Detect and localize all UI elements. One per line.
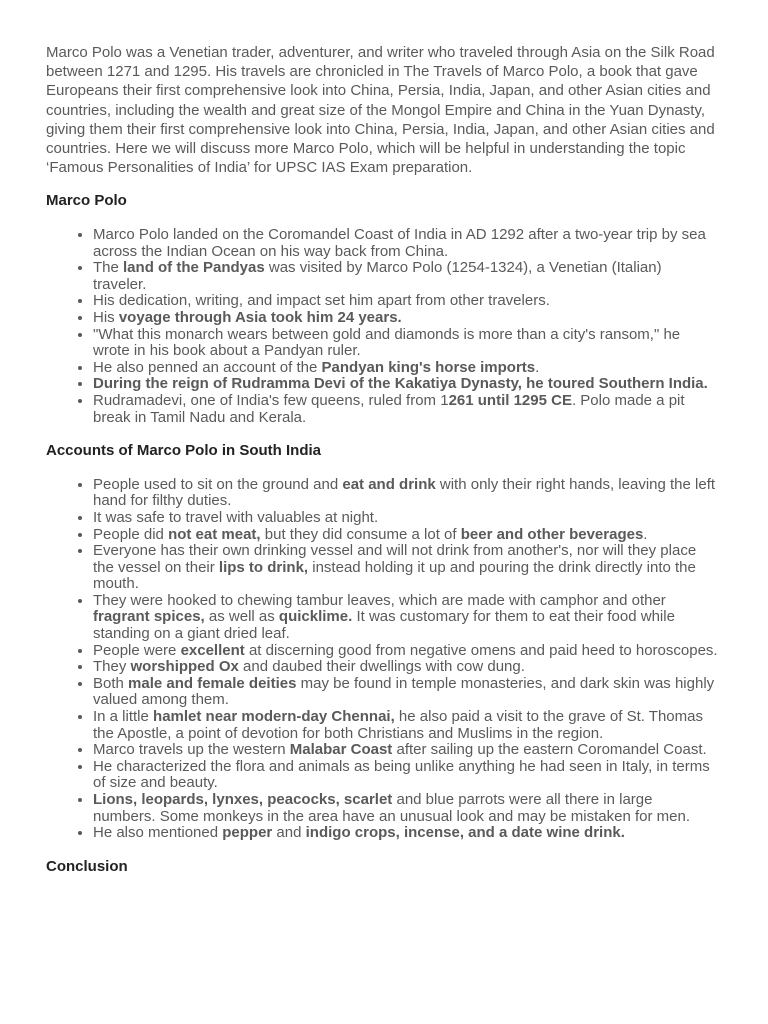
list-item bbox=[93, 643, 718, 660]
list-item-text: and blue parrots were all there in large numbers. Some monkeys in the area have an unusual look and may be mistaken for men. bbox=[93, 791, 690, 825]
emphasized-text: beer and other beverages bbox=[460, 525, 644, 543]
section-heading-marco-polo: Marco Polo bbox=[46, 192, 127, 210]
list-item bbox=[93, 825, 718, 842]
emphasized-text: eat and drink bbox=[342, 475, 436, 493]
emphasized-text: pepper bbox=[222, 824, 273, 842]
list-item-text: and daubed their dwellings with cow dung. bbox=[238, 658, 525, 676]
emphasized-text: male and female deities bbox=[128, 674, 297, 692]
section-heading-conclusion: Conclusion bbox=[46, 857, 128, 875]
emphasized-text: lips to drink, bbox=[218, 558, 309, 576]
list-item-text: after sailing up the eastern Coromandel Coast. bbox=[392, 741, 707, 759]
list-item bbox=[93, 742, 718, 759]
emphasized-text: excellent bbox=[180, 641, 245, 659]
list-item-text: he also paid a visit to the grave of St. Thomas the Apostle, a point of devotion for both Christians and Muslims in the region. bbox=[93, 708, 703, 742]
emphasized-text: hamlet near modern-day Chennai, bbox=[153, 708, 395, 726]
emphasized-text: Malabar Coast bbox=[289, 741, 393, 759]
section-heading-accounts: Accounts of Marco Polo in South India bbox=[46, 442, 322, 460]
list-item-text: They bbox=[93, 658, 131, 676]
intro-paragraph: Marco Polo was a Venetian trader, adventurer, and writer who traveled through Asia on the Silk Road between 1271 and 1295. His travels are chronicled in The Travels of Marco Polo, a book that gave Europeans their first comprehensive look into China, Persia, India, Japan, and other Asian cities and countries, including the wealth and great size of the Mongol Empire and China in the Yuan Dynasty, giving them their first comprehensive look into China, Persia, India, Japan, and other Asian cities and countries. Here we will discuss more Marco Polo, which will be helpful in understanding the topic ‘Famous Personalities of India’ for UPSC IAS Exam preparation. bbox=[46, 44, 715, 177]
list-item-text: It was customary for them to eat their food while standing on a giant dried leaf. bbox=[93, 608, 675, 643]
list-item-text: Rudramadevi, one of India's few queens, ruled from 1 bbox=[93, 391, 449, 409]
emphasized-text: 261 until 1295 CE bbox=[448, 391, 572, 409]
list-item bbox=[93, 227, 718, 260]
list-item bbox=[93, 759, 718, 792]
list-item-text: . Polo made a pit break in Tamil Nadu and Kerala. bbox=[93, 391, 685, 426]
list-item bbox=[93, 310, 718, 327]
list-item-text: was visited by Marco Polo (1254-1324), a Venetian (Italian) traveler. bbox=[93, 259, 662, 293]
emphasized-text: land of the Pandyas bbox=[123, 259, 265, 277]
list-item-text: Both bbox=[93, 674, 129, 692]
list-item-text: as well as bbox=[204, 608, 279, 626]
list-item-text: He also penned an account of the bbox=[93, 358, 322, 376]
list-item-text: and bbox=[272, 824, 306, 842]
list-item bbox=[93, 293, 718, 310]
list-item-text: "What this monarch wears between gold and diamonds is more than a city's ransom," he wrote in his book about a Pandyan ruler. bbox=[93, 325, 681, 360]
list-item bbox=[93, 676, 718, 709]
list-item-text: People did bbox=[93, 525, 169, 543]
list-item bbox=[93, 510, 718, 527]
emphasized-text: Lions, leopards, lynxes, peacocks, scarlet bbox=[93, 791, 393, 809]
list-item-text: . bbox=[535, 358, 540, 376]
list-item bbox=[93, 709, 718, 742]
list-item-text: They were hooked to chewing tambur leaves, which are made with camphor and other bbox=[93, 591, 666, 609]
accounts-bullet-list bbox=[46, 477, 718, 842]
emphasized-text: indigo crops, incense, and a date wine drink. bbox=[305, 824, 625, 842]
list-item bbox=[93, 593, 718, 643]
emphasized-text: quicklime. bbox=[278, 608, 353, 626]
list-item-text: may be found in temple monasteries, and dark skin was highly valued among them. bbox=[93, 674, 715, 709]
emphasized-text: voyage through Asia took him 24 years. bbox=[118, 308, 402, 326]
list-item bbox=[93, 527, 718, 544]
list-item bbox=[93, 659, 718, 676]
list-item-text: but they did consume a lot of bbox=[260, 525, 461, 543]
list-item-text: He characterized the flora and animals as being unlike anything he had seen in Italy, in terms of size and beauty. bbox=[93, 757, 710, 792]
list-item bbox=[93, 543, 718, 593]
list-item bbox=[93, 360, 718, 377]
emphasized-text: fragrant spices, bbox=[93, 608, 205, 626]
list-item-text: at discerning good from negative omens and paid heed to horoscopes. bbox=[244, 641, 718, 659]
list-item-text: Marco Polo landed on the Coromandel Coast of India in AD 1292 after a two-year trip by sea across the Indian Ocean on his way back from China. bbox=[93, 226, 706, 260]
emphasized-text: Pandyan king's horse imports bbox=[321, 358, 536, 376]
list-item-text: People used to sit on the ground and bbox=[93, 475, 343, 493]
list-item-text: The bbox=[93, 259, 124, 277]
marco-polo-bullet-list bbox=[46, 227, 718, 426]
list-item bbox=[93, 792, 718, 825]
list-item-text: with only their right hands, leaving the left hand for filthy duties. bbox=[93, 475, 716, 510]
list-item-text: He also mentioned bbox=[93, 824, 223, 842]
emphasized-text: During the reign of Rudramma Devi of the Kakatiya Dynasty, he toured Southern India. bbox=[93, 375, 708, 393]
list-item bbox=[93, 260, 718, 293]
list-item-text: . bbox=[643, 525, 648, 543]
list-item-text: Everyone has their own drinking vessel and will not drink from another's, nor will they place the vessel on their bbox=[93, 542, 697, 576]
list-item-text: His dedication, writing, and impact set him apart from other travelers. bbox=[93, 292, 550, 310]
list-item-text: People were bbox=[93, 641, 181, 659]
list-item bbox=[93, 477, 718, 510]
emphasized-text: not eat meat, bbox=[168, 525, 261, 543]
list-item-text: His bbox=[93, 308, 119, 326]
list-item-text: instead holding it up and pouring the drink directly into the mouth. bbox=[93, 558, 696, 593]
list-item-text: It was safe to travel with valuables at night. bbox=[93, 508, 379, 526]
list-item bbox=[93, 327, 718, 360]
list-item-text: In a little bbox=[93, 708, 154, 726]
list-item bbox=[93, 376, 718, 393]
emphasized-text: worshipped Ox bbox=[130, 658, 239, 676]
list-item-text: Marco travels up the western bbox=[93, 741, 290, 759]
list-item bbox=[93, 393, 718, 426]
